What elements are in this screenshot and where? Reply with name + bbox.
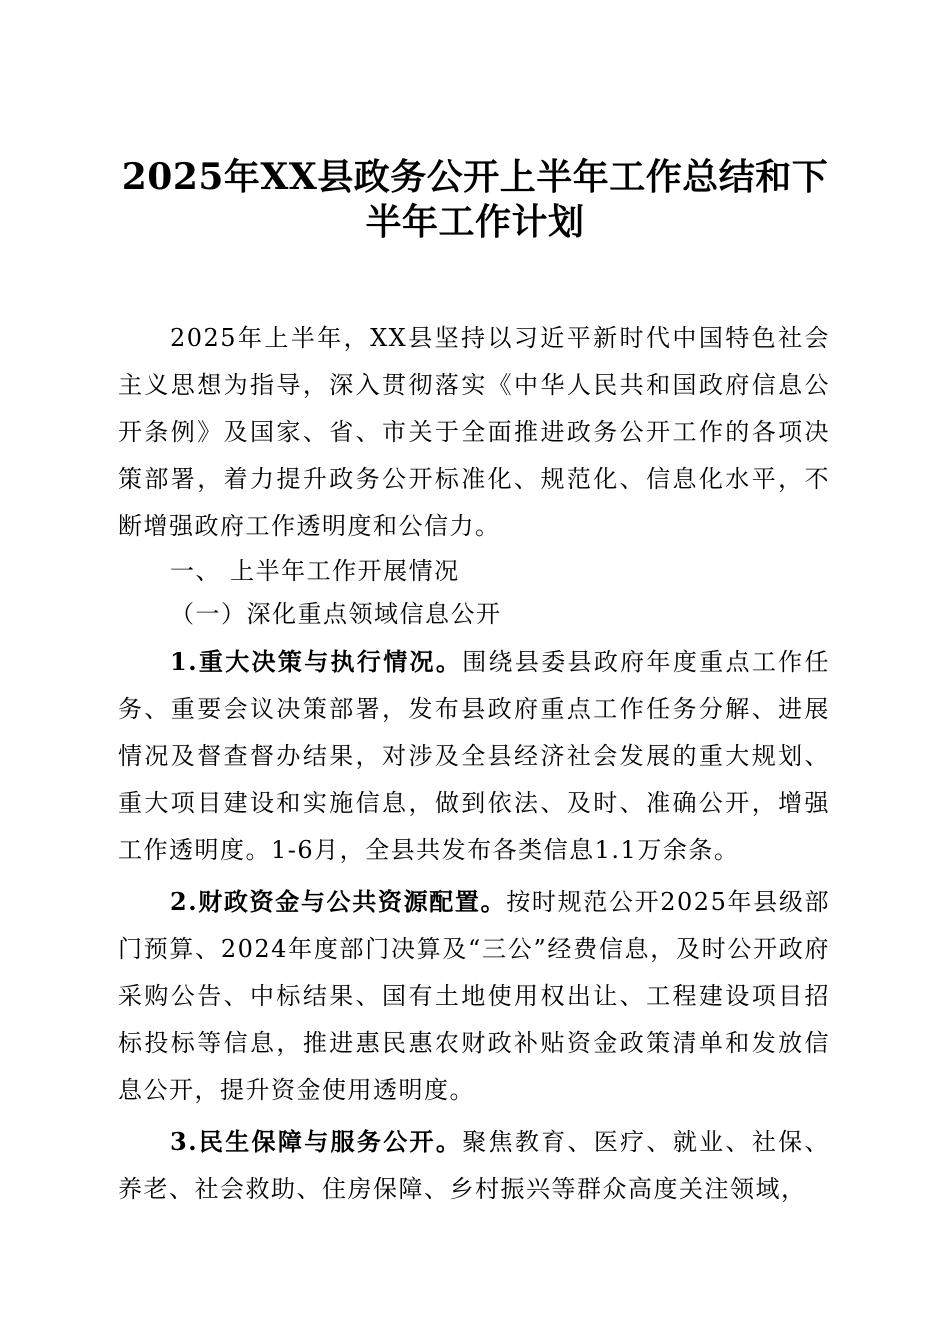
document-title: 2025年XX县政务公开上半年工作总结和下半年工作计划: [121, 156, 829, 243]
item-paragraph-1: [118, 638, 830, 874]
subsection-heading: （一）深化重点领域信息公开: [170, 600, 502, 628]
item-lead: 2.财政资金与公共资源配置。: [170, 887, 507, 916]
section-heading: 一、 上半年工作开展情况: [170, 557, 460, 585]
item-paragraph-2: [118, 878, 830, 1114]
item-lead: 1.重大决策与执行情况。: [170, 647, 463, 676]
item-text: 按时规范公开2025年县级部门预算、2024年度部门决算及“三公”经费信息，及时公开政府采购公告、中标结果、国有土地使用权出让、工程建设项目招标投标等信息，推进惠民惠农财政补贴资金政策清单和发放信息公开，提升资金使用透明度。: [118, 888, 831, 1104]
intro-paragraph: 2025年上半年，XX县坚持以习近平新时代中国特色社会主义思想为指导，深入贯彻落实《中华人民共和国政府信息公开条例》及国家、省、市关于全面推进政务公开工作的各项决策部署，着力提升政务公开标准化、规范化、信息化水平，不断增强政府工作透明度和公信力。: [118, 324, 830, 540]
item-lead: 3.民生保障与服务公开。: [170, 1127, 463, 1156]
document-body: [118, 315, 830, 1213]
item-text: 围绕县委县政府年度重点工作任务、重要会议决策部署，发布县政府重点工作任务分解、进展情况及督查督办结果，对涉及全县经济社会发展的重大规划、重大项目建设和实施信息，做到依法、及时、准确公开，增强工作透明度。1-6月，全县共发布各类信息1.1万余条。: [118, 648, 831, 864]
item-paragraph-3: [118, 1118, 830, 1213]
item-text: 聚焦教育、医疗、就业、社保、养老、社会救助、住房保障、乡村振兴等群众高度关注领域，: [118, 1128, 831, 1203]
